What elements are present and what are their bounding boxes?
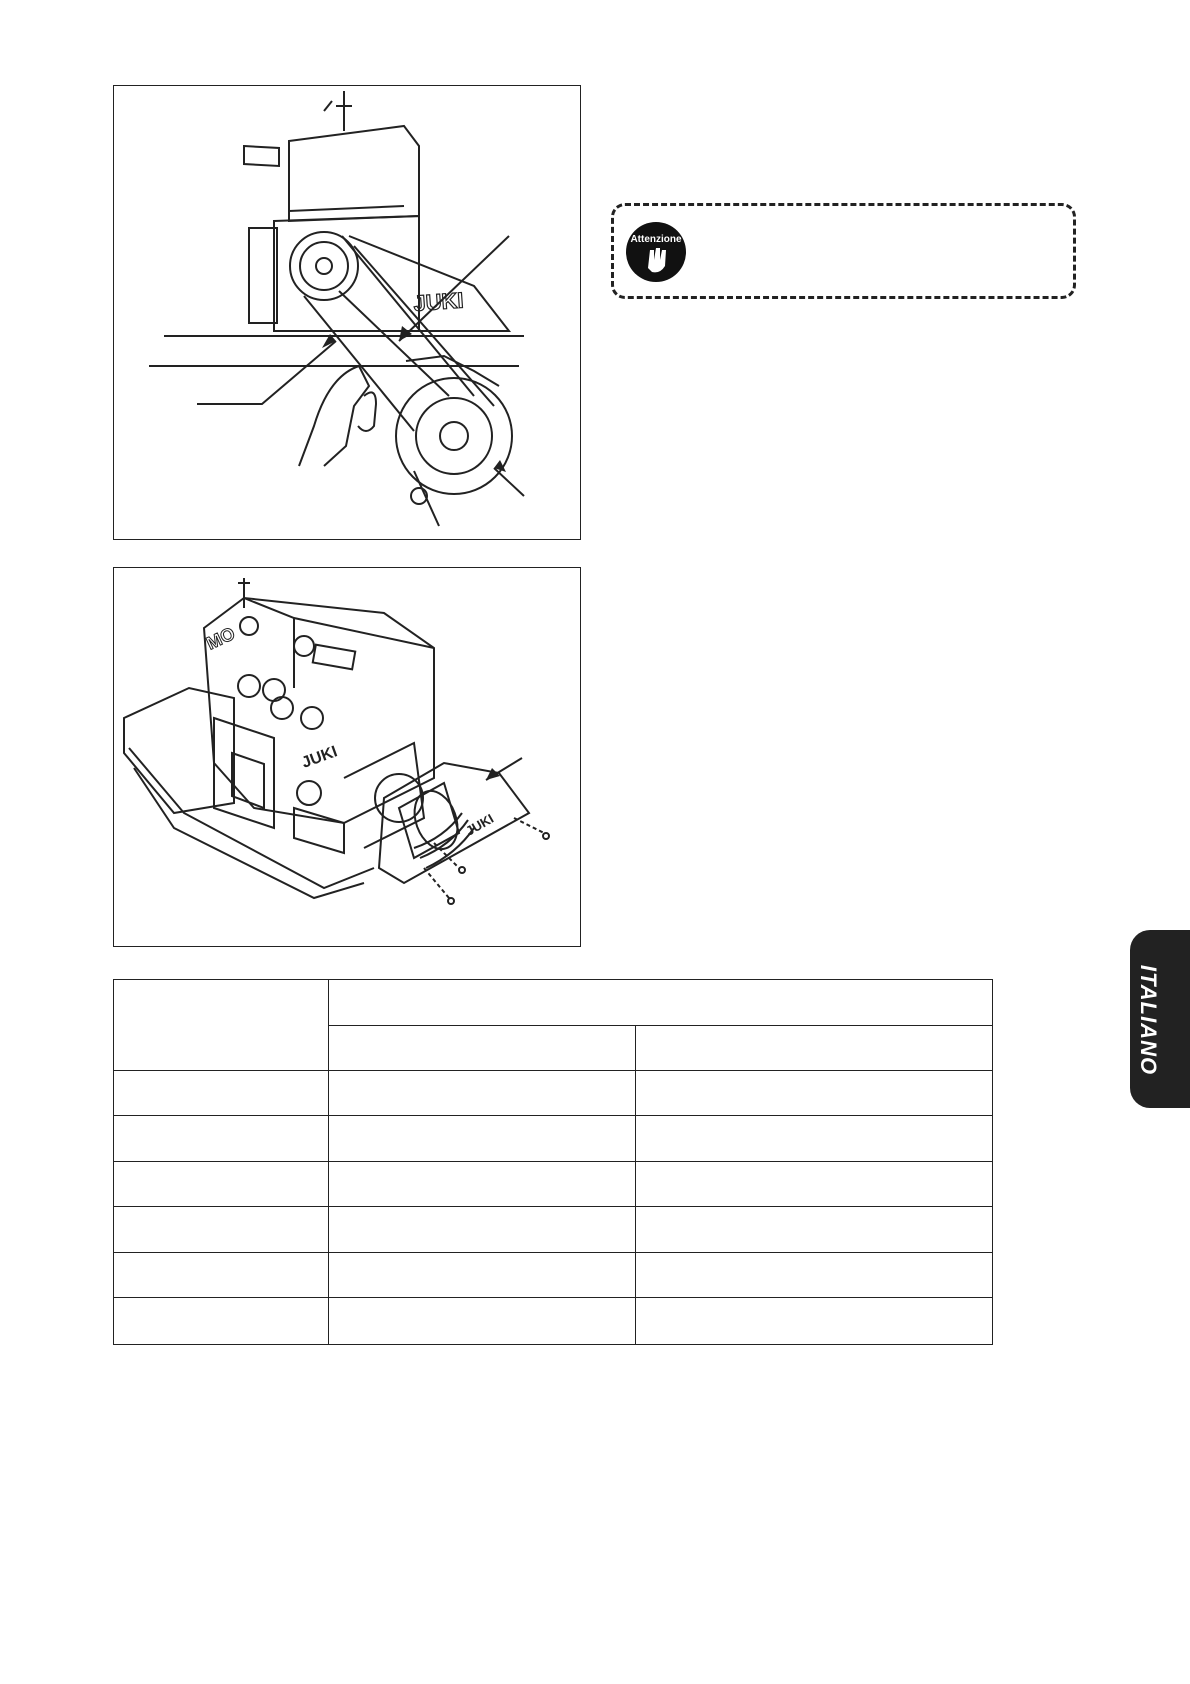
table-row <box>114 1071 993 1116</box>
table-header-row <box>114 980 993 1026</box>
belt-cover-figure <box>113 567 581 947</box>
table-row <box>114 1162 993 1207</box>
caution-label: Attenzione <box>630 234 682 245</box>
machine-model-badge: MO <box>203 623 238 654</box>
table-row <box>114 1253 993 1298</box>
belt-tension-drawing <box>114 86 582 541</box>
table-cell <box>114 1253 329 1298</box>
table-cell <box>636 1298 993 1345</box>
table-cell <box>329 1253 636 1298</box>
table-cell <box>114 1298 329 1345</box>
belt-cover-brand-label: JUKI <box>463 810 497 839</box>
table-cell <box>114 1116 329 1162</box>
table-cell <box>329 1162 636 1207</box>
table-cell <box>636 1253 993 1298</box>
table-cell <box>329 1207 636 1253</box>
table-cell <box>329 1116 636 1162</box>
table-row <box>114 1116 993 1162</box>
table-cell <box>636 1162 993 1207</box>
table-cell <box>114 980 329 1071</box>
table-cell <box>329 980 993 1026</box>
table-cell <box>114 1162 329 1207</box>
spec-table <box>113 979 993 1345</box>
table-row <box>114 1298 993 1345</box>
table-cell <box>114 1207 329 1253</box>
table-cell <box>636 1026 993 1071</box>
caution-box <box>611 203 1076 299</box>
caution-hand-icon <box>624 220 688 284</box>
table-cell <box>329 1071 636 1116</box>
table-cell <box>114 1071 329 1116</box>
machine-brand-label: JUKI <box>299 743 340 772</box>
language-tab-label: ITALIANO <box>1136 964 1161 1076</box>
belt-cover-drawing <box>114 568 582 948</box>
table-row <box>114 1207 993 1253</box>
table-cell <box>636 1116 993 1162</box>
table-cell <box>636 1207 993 1253</box>
table-cell <box>329 1298 636 1345</box>
table-cell <box>329 1026 636 1071</box>
table-cell <box>636 1071 993 1116</box>
belt-tension-figure <box>113 85 581 540</box>
belt-figure-brand: JUKI <box>412 287 465 316</box>
